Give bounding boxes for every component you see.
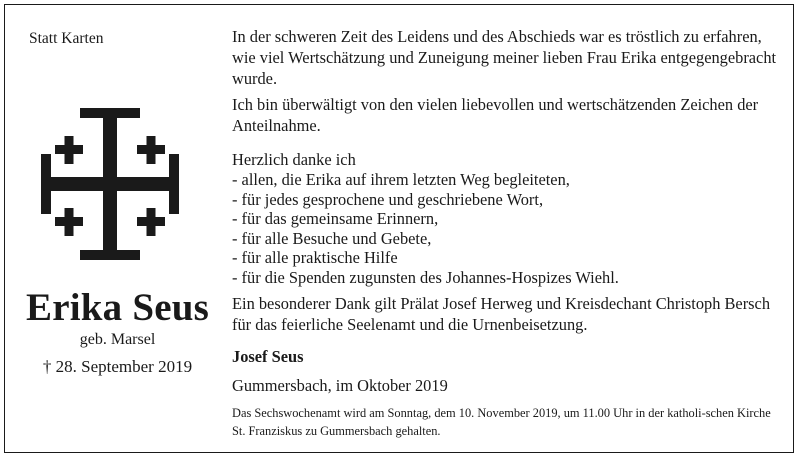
thanks-item: - allen, die Erika auf ihrem letzten Weg begleiteten, <box>232 170 570 189</box>
right-column <box>232 26 777 440</box>
signature: Josef Seus <box>232 347 304 366</box>
thanks-item: - für die Spenden zugunsten des Johannes-Hospizes Wiehl. <box>232 267 619 287</box>
thanks-item: - für alle Besuche und Gebete, <box>232 228 432 248</box>
birth-name: geb. Marsel <box>79 331 156 348</box>
special-thanks-paragraph: Ein besonderer Dank gilt Prälat Josef Herweg und Kreisdechant Christoph Bersch für das feierliche Seelenamt und die Urnenbeisetzung. <box>232 294 771 334</box>
death-date: † 28. September 2019 <box>42 357 193 376</box>
thanks-item: - für alle praktische Hilfe <box>232 248 398 267</box>
jerusalem-cross-icon <box>41 108 179 260</box>
intro-paragraph: In der schweren Zeit des Leidens und des Abschieds war es tröstlich zu erfahren, wie viel Wertschätzung und Zuneigung meiner lieben Frau Erika entgegengebracht wurde. <box>232 27 777 88</box>
place-date: Gummersbach, im Oktober 2019 <box>232 376 448 395</box>
thanks-item: - für das gemeinsame Erinnern, <box>232 209 439 228</box>
overwhelmed-paragraph: Ich bin überwältigt von den vielen liebevollen und wertschätzenden Zeichen der Anteilnahme. <box>232 95 759 135</box>
thanks-item: - für jedes gesprochene und geschriebene Wort, <box>232 189 544 209</box>
left-column <box>5 5 230 452</box>
deceased-name: Erika Seus <box>26 286 209 329</box>
statt-karten-label: Statt Karten <box>29 30 104 47</box>
obituary-card <box>4 4 794 453</box>
memorial-service-note: Das Sechswochenamt wird am Sonntag, dem 10. November 2019, um 11.00 Uhr in der katholi-schen Kirche St. Franziskus zu Gummersbach gehalten. <box>232 406 771 438</box>
thanks-intro: Herzlich danke ich <box>232 150 356 169</box>
thanks-list <box>232 170 777 287</box>
